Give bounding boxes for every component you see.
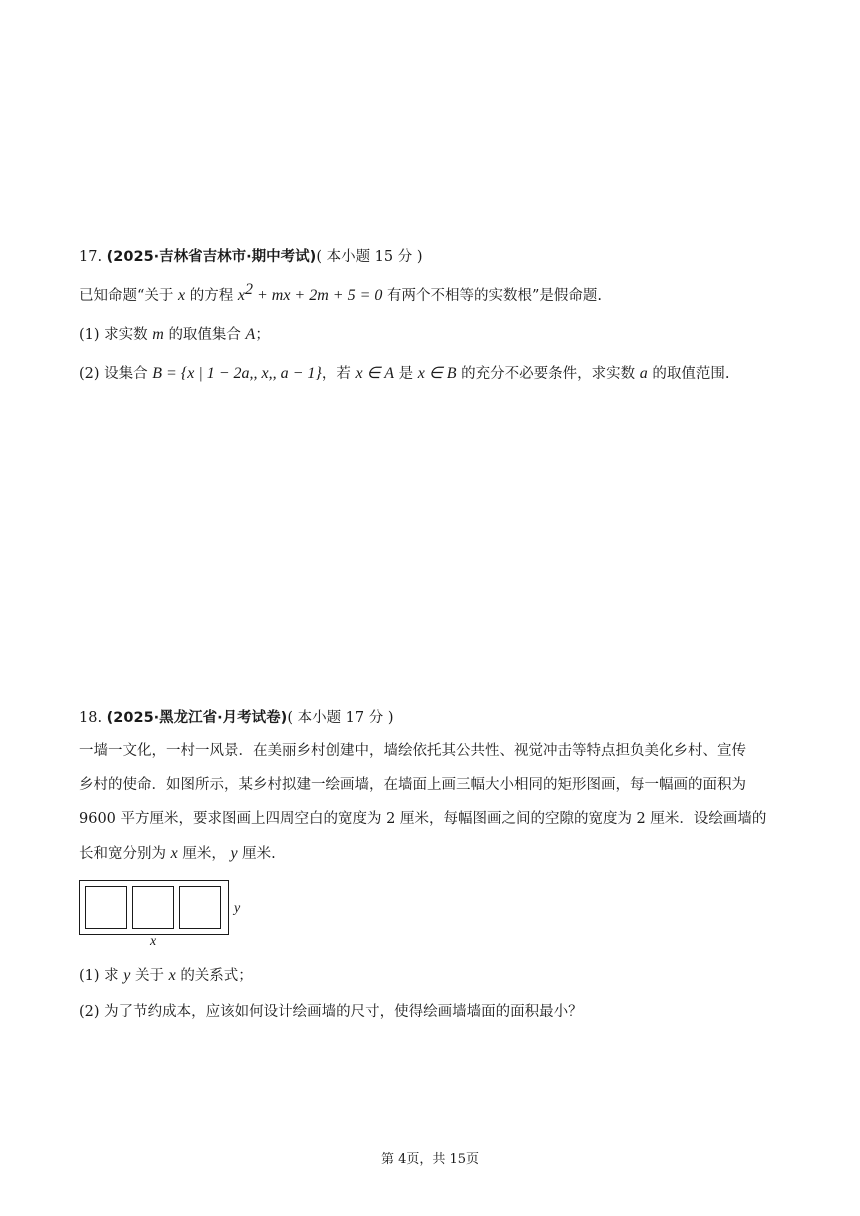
q17-stem-text: 已知命题“关于 — [79, 288, 174, 304]
q17-part2-number: (2) — [79, 366, 100, 382]
q17-part2 — [79, 364, 729, 384]
q17-points: ( 本小题 15 分 ) — [316, 249, 423, 265]
page-footer: 第 4页，共 15页 — [380, 1152, 480, 1167]
wall-width-label: x — [150, 934, 157, 949]
q17-var-a: a — [639, 365, 648, 382]
q18-header — [79, 708, 394, 728]
q18-part2-number: (2) — [79, 1004, 100, 1020]
q18-source: (2025·黑龙江省·月考试卷) — [106, 710, 288, 726]
q17-number: 17. — [79, 249, 103, 265]
q18-part1-text: 求 — [104, 968, 119, 984]
q18-var-x: x — [170, 845, 178, 862]
q18-part1-text: 的关系式； — [180, 968, 253, 984]
q17-set-B: B = {x | 1 − 2a,, x,, a − 1} — [152, 365, 322, 382]
q17-part1-text: 的取值集合 — [168, 327, 241, 343]
q18-stem-text: 厘米. — [242, 846, 276, 862]
q18-part1-var-y: y — [123, 967, 131, 984]
painting-panel-2 — [132, 886, 174, 929]
q18-stem-line4 — [79, 844, 276, 864]
q17-part1-number: (1) — [79, 327, 100, 343]
q18-part1-text: 关于 — [134, 968, 164, 984]
q17-part1-text: 求实数 — [104, 327, 148, 343]
q18-number: 18. — [79, 710, 103, 726]
q17-var-x: x — [178, 287, 186, 304]
q18-part2 — [79, 1002, 583, 1022]
q17-equation: $x^2$ + mx + 2m + 5 = 0 — [237, 281, 383, 304]
q17-part2-text: 是 — [398, 366, 414, 382]
painting-panel-1 — [85, 886, 127, 929]
q17-stem-text: 有两个不相等的实数根”是假命题. — [386, 288, 603, 304]
q17-var-m: m — [152, 326, 164, 343]
painting-panel-3 — [179, 886, 221, 929]
q17-x-in-A: x ∈ A — [355, 365, 394, 382]
q18-part1-number: (1) — [79, 968, 100, 984]
wall-diagram — [79, 880, 229, 935]
q18-stem-text: 厘米， — [182, 846, 226, 862]
q18-part2-text: 为了节约成本，应该如何设计绘画墙的尺寸，使得绘画墙墙面的面积最小？ — [104, 1004, 583, 1020]
q18-stem-line2: 乡村的使命．如图所示，某乡村拟建一绘画墙，在墙面上画三幅大小相同的矩形图画，每一幅画的面积为 — [79, 777, 746, 793]
q18-var-y: y — [230, 845, 238, 862]
q18-stem-text: 长和宽分别为 — [79, 846, 166, 862]
q17-set-A: A — [245, 326, 256, 343]
q17-stem-text: 的方程 — [189, 288, 234, 304]
q17-part2-text: 设集合 — [104, 366, 148, 382]
q18-stem-line1: 一墙一文化，一村一风景．在美丽乡村创建中，墙绘依托其公共性、视觉冲击等特点担负美化乡村、宣传 — [79, 743, 746, 759]
wall-height-label: y — [234, 901, 241, 916]
q18-part1 — [79, 966, 253, 986]
q17-header — [79, 247, 423, 267]
q17-part2-text: 的取值范围. — [652, 366, 730, 382]
q17-stem — [79, 281, 603, 306]
q17-part2-text: ，若 — [321, 366, 351, 382]
q17-part2-text: 的充分不必要条件，求实数 — [461, 366, 636, 382]
q18-stem-line3: 9600 平方厘米，要求图画上四周空白的宽度为 2 厘米，每幅图画之间的空隙的宽度为 2 厘米．设绘画墙的 — [79, 811, 767, 827]
q18-points: ( 本小题 17 分 ) — [287, 710, 394, 726]
q18-part1-var-x: x — [168, 967, 176, 984]
q17-part1-end: ； — [255, 327, 270, 343]
q17-part1 — [79, 325, 270, 345]
q17-source: (2025·吉林省吉林市·期中考试) — [106, 249, 317, 265]
q17-x-in-B: x ∈ B — [417, 365, 457, 382]
